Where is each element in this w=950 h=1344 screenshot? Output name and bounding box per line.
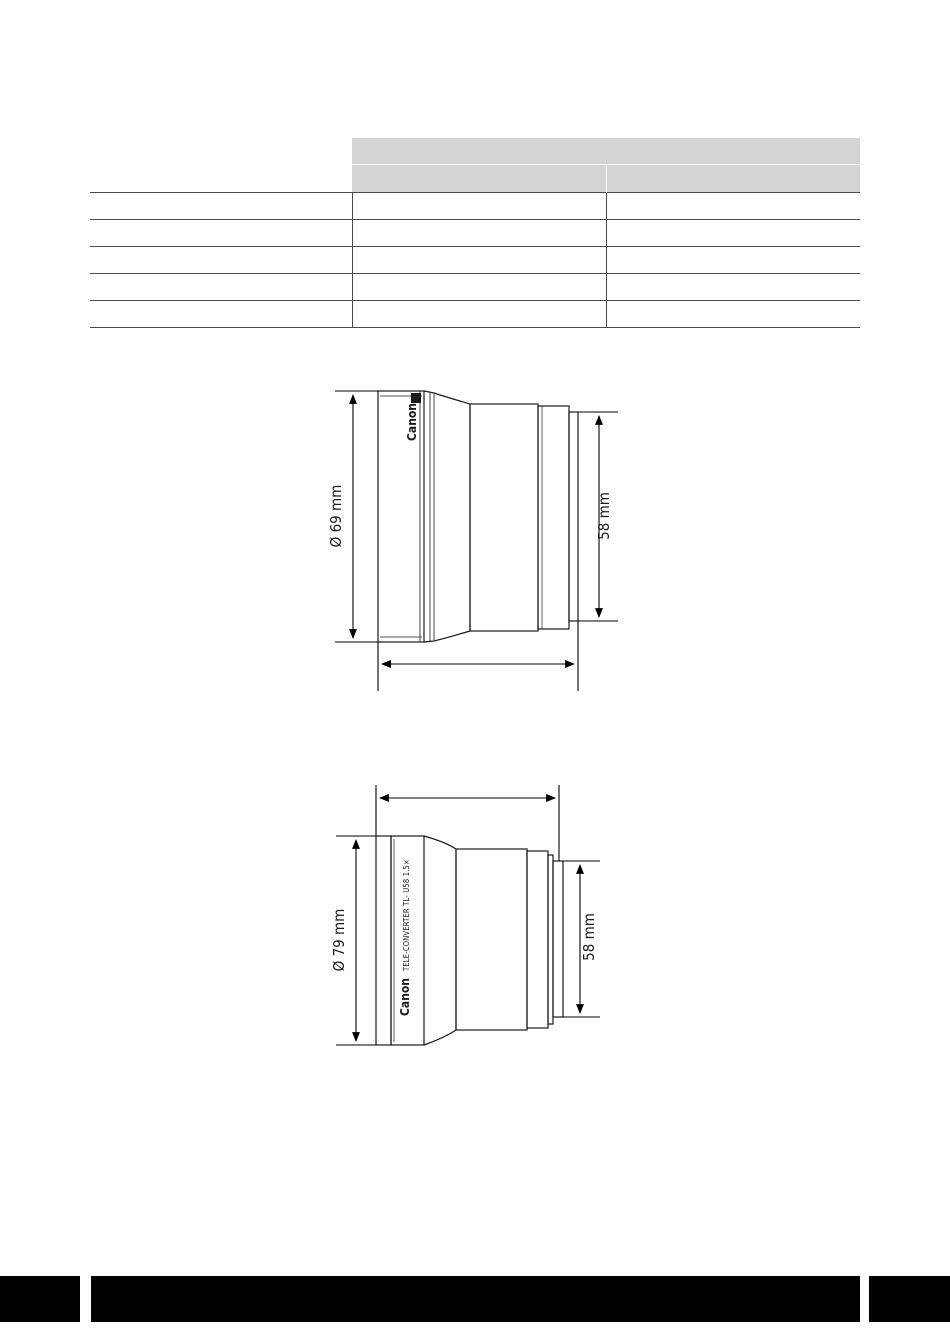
footer-bar-center: [91, 1276, 860, 1322]
model-text: TELE-CONVERTER TL- U58 1.5×: [402, 859, 411, 971]
brand-mark-text: Canon: [398, 978, 412, 1016]
thread-label: 58 mm: [595, 492, 613, 540]
thread-label: 58 mm: [580, 913, 598, 961]
brand-mark-text: Canon: [405, 403, 419, 441]
footer-bar-left: [0, 1276, 80, 1322]
diameter-label: Ø 69 mm: [327, 484, 345, 548]
diameter-label: Ø 79 mm: [330, 908, 348, 972]
footer-bar-right: [869, 1276, 950, 1322]
